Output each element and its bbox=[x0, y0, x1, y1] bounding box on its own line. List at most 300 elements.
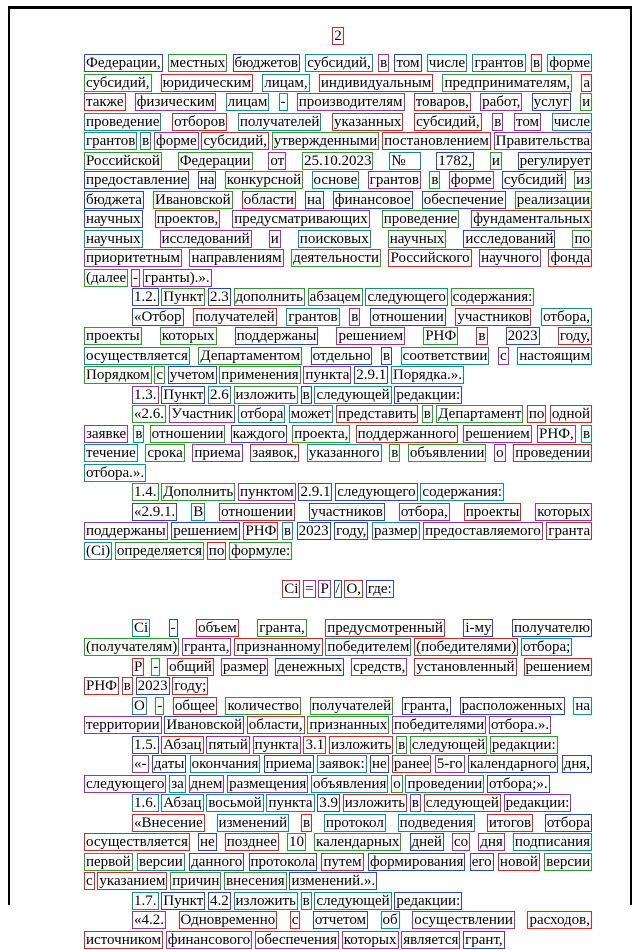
ocr-word-box: - bbox=[153, 658, 159, 675]
ocr-word-box: которых bbox=[161, 328, 215, 344]
ocr-word-box: грантов bbox=[369, 172, 419, 188]
ocr-word-box: пункта bbox=[254, 736, 299, 753]
ocr-word-box: 1.2. bbox=[134, 289, 157, 305]
ocr-word-box: субсидий, bbox=[203, 133, 267, 149]
ocr-word-box: предусмотренный bbox=[327, 619, 443, 636]
ocr-word-box: финансового bbox=[167, 931, 251, 948]
ocr-word-box: в bbox=[380, 55, 388, 71]
document-paragraph bbox=[85, 619, 591, 658]
ocr-word-box: и bbox=[582, 94, 591, 110]
ocr-word-box: отборов bbox=[174, 113, 226, 130]
ocr-word-box: которых bbox=[537, 503, 591, 520]
document-paragraph bbox=[85, 658, 591, 697]
ocr-word-box: в bbox=[398, 736, 406, 753]
ocr-word-box: (далее bbox=[86, 269, 127, 286]
ocr-word-box: физическим bbox=[136, 94, 215, 110]
ocr-word-box: осуществляется bbox=[86, 347, 188, 364]
ocr-word-box: Абзац bbox=[163, 736, 202, 753]
ocr-word-box: поддержаны bbox=[86, 523, 166, 539]
ocr-word-box: приема bbox=[194, 445, 241, 461]
ocr-word-box: проведении bbox=[407, 775, 483, 792]
ocr-word-box: грантов bbox=[86, 133, 136, 149]
ocr-word-box: победителем bbox=[327, 639, 410, 655]
ocr-word-box: направлениям bbox=[191, 250, 282, 266]
document-paragraph bbox=[85, 892, 591, 912]
ocr-word-box: изложить bbox=[330, 736, 392, 753]
ocr-word-box: изложить bbox=[344, 795, 406, 811]
ocr-word-box: Участник bbox=[171, 406, 233, 422]
ocr-word-box: в bbox=[283, 523, 292, 539]
ocr-word-box: общий bbox=[169, 658, 212, 675]
ocr-word-box: форме bbox=[156, 133, 197, 149]
ocr-word-box: дня bbox=[480, 834, 503, 850]
ocr-word-box: предусматривающих bbox=[234, 211, 368, 227]
ocr-word-box: следующей bbox=[411, 736, 486, 753]
ocr-word-box: 1.6. bbox=[134, 795, 157, 811]
ocr-word-box: признанных bbox=[309, 717, 388, 733]
ocr-word-box: с bbox=[86, 873, 93, 889]
ocr-word-box: отбора.». bbox=[86, 464, 145, 481]
ocr-word-box: РНФ bbox=[245, 523, 277, 539]
ocr-word-box: отношении bbox=[151, 425, 224, 442]
ocr-word-box: Российской bbox=[86, 152, 160, 169]
ocr-word-box: РНФ bbox=[86, 678, 118, 694]
ocr-word-box: субсидий, bbox=[307, 55, 371, 71]
ocr-word-box: = bbox=[305, 581, 314, 597]
ocr-word-box: субсидий, bbox=[86, 74, 150, 91]
ocr-word-box: Дополнить bbox=[163, 484, 234, 500]
ocr-word-box: денежных bbox=[277, 658, 343, 675]
ocr-word-box: за bbox=[171, 775, 184, 792]
ocr-word-box: объявлении bbox=[409, 445, 485, 461]
ocr-word-box: Ci bbox=[284, 581, 299, 597]
ocr-word-box: 1782, bbox=[438, 152, 473, 169]
ocr-word-box: может bbox=[290, 406, 331, 422]
ocr-word-box: изменений.». bbox=[291, 873, 376, 889]
ocr-word-box: не bbox=[371, 756, 387, 772]
ocr-word-box: редакции: bbox=[491, 736, 556, 753]
ocr-word-box: «4.2. bbox=[134, 912, 164, 928]
document-paragraph bbox=[85, 697, 591, 736]
ocr-word-box: предоставление bbox=[86, 172, 188, 188]
ocr-word-box: 2023 bbox=[298, 523, 329, 539]
ocr-word-box: гранта, bbox=[403, 697, 450, 714]
ocr-word-box: содержания: bbox=[452, 289, 533, 305]
ocr-word-box: о bbox=[496, 445, 504, 461]
ocr-word-box: Порядком bbox=[86, 367, 150, 383]
ocr-word-box: i-му bbox=[465, 619, 492, 636]
ocr-word-box: (победителями) bbox=[416, 639, 517, 655]
ocr-word-box: получателей bbox=[311, 697, 392, 714]
ocr-word-box: юридическим bbox=[162, 74, 252, 91]
document-paragraph bbox=[85, 308, 591, 386]
ocr-word-box: редакции: bbox=[396, 892, 461, 909]
ocr-word-box: в bbox=[423, 406, 431, 422]
ocr-word-box: поисковых bbox=[299, 230, 369, 247]
ocr-word-box: Российского bbox=[390, 250, 470, 266]
ocr-word-box: новой bbox=[499, 853, 538, 870]
ocr-word-box: Федерации, bbox=[86, 55, 161, 71]
ocr-word-box: в bbox=[351, 308, 359, 325]
ocr-word-box: - bbox=[157, 697, 163, 714]
ocr-word-box: изменений bbox=[218, 814, 288, 831]
ocr-word-box: научных bbox=[389, 230, 445, 247]
ocr-word-box: даты bbox=[153, 756, 185, 772]
ocr-word-box: дополнить bbox=[235, 289, 303, 305]
ocr-word-box: заявок, bbox=[252, 445, 298, 461]
ocr-word-box: расходов, bbox=[529, 912, 591, 928]
ocr-word-box: общее bbox=[174, 697, 215, 714]
ocr-word-box: которых bbox=[343, 931, 397, 948]
document-paragraph bbox=[85, 755, 591, 794]
document-content bbox=[85, 27, 591, 950]
ocr-word-box: количество bbox=[227, 697, 300, 714]
document-paragraph bbox=[85, 814, 591, 892]
ocr-word-box: бюджетов bbox=[234, 55, 298, 71]
ocr-word-box: 1.5. bbox=[134, 736, 157, 753]
ocr-word-box: внесения bbox=[226, 873, 285, 889]
ocr-word-box: его bbox=[471, 853, 492, 870]
document-paragraph bbox=[85, 911, 591, 950]
ocr-word-box: проведении bbox=[515, 445, 591, 461]
ocr-word-box: 5-го bbox=[436, 756, 463, 772]
ocr-word-box: по bbox=[574, 230, 590, 247]
ocr-word-box: со bbox=[453, 834, 469, 850]
ocr-word-box: об bbox=[382, 912, 398, 928]
ocr-word-box: протокол bbox=[325, 814, 384, 831]
ocr-word-box: территории bbox=[86, 717, 160, 733]
document-paragraph bbox=[85, 736, 591, 756]
ocr-word-box: путем bbox=[323, 853, 362, 870]
ocr-word-box: в bbox=[391, 445, 399, 461]
ocr-word-box: в bbox=[411, 795, 419, 811]
ocr-word-box: исследований bbox=[161, 230, 250, 247]
ocr-word-box: позднее bbox=[226, 834, 277, 850]
ocr-word-box: обеспечения bbox=[256, 931, 337, 948]
ocr-word-box: субсидий bbox=[503, 172, 564, 188]
ocr-word-box: РНФ bbox=[425, 328, 457, 344]
ocr-word-box: причин bbox=[172, 873, 220, 889]
ocr-word-box: с bbox=[156, 367, 164, 383]
ocr-word-box: применения bbox=[221, 367, 299, 383]
ocr-word-box: представить bbox=[338, 406, 417, 422]
ocr-word-box: О bbox=[134, 697, 145, 714]
ocr-word-box: данного bbox=[191, 853, 243, 870]
ocr-word-box: числе bbox=[428, 55, 466, 71]
ocr-word-box: гранты).». bbox=[144, 269, 210, 286]
ocr-word-box: - bbox=[280, 94, 286, 110]
ocr-word-box: является bbox=[403, 931, 459, 948]
ocr-word-box: грант, bbox=[465, 931, 503, 948]
ocr-word-box: подведения bbox=[399, 814, 474, 831]
ocr-word-box: восьмой bbox=[208, 795, 262, 811]
ocr-word-box: о bbox=[393, 775, 401, 792]
ocr-word-box: дней bbox=[411, 834, 442, 850]
ocr-word-box: осуществлении bbox=[414, 912, 513, 928]
ocr-word-box: пунктом bbox=[240, 484, 294, 500]
page-number bbox=[85, 27, 591, 46]
ocr-word-box: Пункт bbox=[163, 386, 204, 403]
ocr-word-box: № bbox=[391, 152, 419, 169]
ocr-word-box: Департамент bbox=[438, 406, 522, 422]
ocr-word-box: форме bbox=[549, 55, 591, 71]
ocr-word-box: днем bbox=[190, 775, 223, 792]
ocr-word-box: услуг bbox=[533, 94, 569, 110]
ocr-word-box: участников bbox=[310, 503, 383, 520]
ocr-word-box: а bbox=[583, 74, 590, 91]
document-paragraph bbox=[85, 483, 591, 503]
ocr-word-box: 1.3. bbox=[134, 386, 157, 403]
ocr-word-box: признанному bbox=[236, 639, 321, 655]
ocr-word-box: изложить bbox=[235, 386, 296, 403]
ocr-word-box: году, bbox=[559, 328, 591, 344]
ocr-word-box: отбора bbox=[240, 406, 284, 422]
ocr-word-box: соответствии bbox=[402, 347, 488, 364]
ocr-word-box: деятельности bbox=[293, 250, 379, 266]
ocr-word-box: Пункт bbox=[163, 289, 204, 305]
ocr-word-box: числе bbox=[553, 113, 591, 130]
ocr-word-box: Ci bbox=[134, 619, 149, 636]
ocr-word-box: проведение bbox=[86, 113, 160, 130]
ocr-word-box: производителям bbox=[298, 94, 403, 110]
ocr-word-box: подписания bbox=[514, 834, 591, 850]
ocr-word-box: и bbox=[491, 152, 500, 169]
ocr-word-box: P bbox=[134, 658, 143, 675]
ocr-word-box: научных bbox=[86, 230, 141, 247]
ocr-word-box: указанием bbox=[99, 873, 166, 889]
ocr-word-box: срока bbox=[147, 445, 183, 461]
ocr-word-box: в bbox=[583, 425, 591, 442]
ocr-word-box: товаров, bbox=[415, 94, 469, 110]
ocr-word-box: размещения bbox=[229, 775, 307, 792]
ocr-word-box: заявок: bbox=[319, 756, 365, 772]
ocr-word-box: 1.4. bbox=[134, 484, 157, 500]
ocr-word-box: исследований bbox=[465, 230, 554, 247]
ocr-word-box: следующей bbox=[425, 795, 499, 811]
document-paragraph bbox=[85, 54, 591, 288]
ocr-word-box: с bbox=[499, 347, 507, 364]
ocr-word-box: проекты bbox=[86, 328, 140, 344]
ocr-word-box: реализации bbox=[516, 191, 591, 208]
ocr-word-box: победителями bbox=[393, 717, 485, 733]
ocr-word-box: также bbox=[86, 94, 124, 110]
ocr-word-box: пятый bbox=[208, 736, 248, 753]
ocr-word-box: и bbox=[270, 230, 279, 247]
ocr-word-box: Департаментом bbox=[200, 347, 301, 364]
ocr-word-box: 2.9.1 bbox=[356, 367, 387, 383]
ocr-word-box: размер bbox=[373, 523, 418, 539]
ocr-word-box: - bbox=[170, 619, 176, 636]
ocr-word-box: области bbox=[243, 191, 294, 208]
ocr-word-box: РНФ, bbox=[539, 425, 574, 442]
ocr-word-box: 2.3 bbox=[210, 289, 229, 305]
ocr-word-box: Порядка.». bbox=[392, 367, 463, 383]
ocr-word-box: итогов bbox=[488, 814, 532, 831]
ocr-word-box: участников bbox=[457, 308, 530, 325]
ocr-word-box: году; bbox=[174, 678, 207, 694]
ocr-word-box: проведение bbox=[383, 211, 458, 227]
ocr-word-box: отбора;». bbox=[489, 775, 548, 792]
ocr-word-box: лицам, bbox=[264, 74, 308, 91]
ocr-word-box: версии bbox=[546, 853, 591, 870]
document-paragraph bbox=[85, 794, 591, 814]
ocr-word-box: приема bbox=[265, 756, 312, 772]
ocr-word-box: грантов bbox=[288, 308, 338, 325]
ocr-word-box: том bbox=[396, 55, 420, 71]
ocr-word-box: не bbox=[199, 834, 215, 850]
ocr-word-box: / bbox=[335, 581, 340, 597]
ocr-word-box: Пункт bbox=[163, 892, 204, 909]
ocr-word-box: получателей bbox=[195, 308, 275, 325]
ocr-word-box: Ивановской bbox=[166, 717, 243, 733]
ocr-word-box: грантов bbox=[474, 55, 524, 71]
ocr-word-box: следующего bbox=[367, 289, 446, 305]
ocr-word-box: на bbox=[306, 191, 322, 208]
ocr-word-box: приоритетным bbox=[86, 250, 180, 266]
ocr-word-box: на bbox=[199, 172, 215, 188]
ocr-word-box: бюджета bbox=[86, 191, 142, 208]
ocr-word-box: «2.9.1. bbox=[134, 503, 176, 520]
ocr-word-box: следующей bbox=[316, 892, 390, 909]
ocr-word-box: отношении bbox=[372, 308, 444, 325]
ocr-word-box: объем bbox=[198, 619, 237, 636]
ocr-word-box: календарных bbox=[316, 834, 400, 850]
ocr-word-box: (получателям) bbox=[86, 639, 178, 655]
ocr-word-box: на bbox=[575, 697, 591, 714]
ocr-word-box: Правительства bbox=[495, 133, 591, 149]
document-paragraph bbox=[85, 288, 591, 308]
ocr-word-box: утвержденными bbox=[273, 133, 378, 149]
ocr-word-box: отдельно bbox=[312, 347, 371, 364]
ocr-word-box: 2.9.1 bbox=[300, 484, 331, 500]
ocr-word-box: отбора.». bbox=[490, 717, 550, 733]
ocr-word-box: области, bbox=[248, 717, 303, 733]
ocr-word-box: (Ci) bbox=[86, 542, 111, 559]
ocr-word-box: индивидуальным bbox=[320, 74, 432, 91]
ocr-word-box: решением bbox=[525, 658, 591, 675]
ocr-word-box: Одновременно bbox=[180, 912, 276, 928]
ocr-word-box: календарного bbox=[469, 756, 557, 772]
ocr-word-box: отношении bbox=[221, 503, 293, 520]
ocr-word-box: P bbox=[320, 581, 329, 597]
ocr-word-box: течение bbox=[86, 445, 136, 461]
ocr-word-box: отбора; bbox=[523, 639, 571, 655]
ocr-word-box: лицам bbox=[227, 94, 268, 110]
ocr-word-box: по bbox=[208, 542, 225, 559]
ocr-word-box: 2023 bbox=[137, 678, 168, 694]
ocr-word-box: одной bbox=[551, 406, 591, 422]
ocr-word-box: фонда bbox=[550, 250, 590, 266]
ocr-word-box: настоящим bbox=[519, 347, 591, 364]
ocr-word-box: субсидий, bbox=[416, 113, 480, 130]
ocr-word-box: году, bbox=[336, 523, 367, 539]
ocr-word-box: объявления bbox=[313, 775, 387, 792]
ocr-word-box: 1.7. bbox=[134, 892, 157, 909]
ocr-word-box: работ, bbox=[482, 94, 521, 110]
ocr-word-box: в bbox=[302, 814, 311, 831]
ocr-word-box: осуществляется bbox=[86, 834, 188, 850]
ocr-word-box: 3.1 bbox=[305, 736, 325, 753]
ocr-word-box: Абзац bbox=[163, 795, 202, 811]
ocr-word-box: поддержанного bbox=[357, 425, 456, 442]
ocr-word-box: где: bbox=[367, 581, 392, 597]
ocr-word-box: формуле: bbox=[231, 542, 291, 559]
ocr-word-box: содержания: bbox=[422, 484, 503, 500]
ocr-word-box: 2 bbox=[334, 28, 342, 44]
ocr-word-box: расположенных bbox=[461, 697, 563, 714]
ocr-word-box: редакции: bbox=[396, 386, 461, 403]
ocr-word-box: решением bbox=[465, 425, 530, 442]
ocr-word-box: определяется bbox=[116, 542, 203, 559]
ocr-word-box: 2.6 bbox=[210, 386, 229, 403]
ocr-word-box: 10 bbox=[288, 834, 304, 850]
ocr-word-box: в bbox=[533, 55, 541, 71]
ocr-word-box: протокола bbox=[250, 853, 316, 870]
ocr-word-box: O, bbox=[346, 581, 362, 597]
ocr-word-box: фундаментальных bbox=[473, 211, 590, 227]
ocr-word-box: форме bbox=[450, 172, 492, 188]
ocr-word-box: 25.10.2023 bbox=[303, 152, 372, 169]
ocr-word-box: гранта, bbox=[183, 639, 230, 655]
ocr-word-box: отбора, bbox=[543, 308, 591, 325]
formula-line bbox=[85, 580, 591, 600]
ocr-word-box: установленный bbox=[416, 658, 515, 675]
ocr-word-box: в bbox=[302, 386, 310, 403]
ocr-word-box: научных bbox=[86, 211, 141, 227]
ocr-word-box: размер bbox=[222, 658, 267, 675]
ocr-word-box: в bbox=[135, 425, 143, 442]
ocr-word-box: указанных bbox=[334, 113, 402, 130]
ocr-word-box: местных bbox=[169, 55, 226, 71]
ocr-word-box: проекты bbox=[465, 503, 520, 520]
ocr-word-box: отчетом bbox=[314, 912, 367, 928]
ocr-word-box: поддержаны bbox=[236, 328, 317, 344]
ocr-word-box: от bbox=[270, 152, 285, 169]
ocr-word-box: отбора, bbox=[400, 503, 448, 520]
ocr-word-box: дня, bbox=[563, 756, 591, 772]
ocr-word-box: в bbox=[123, 678, 131, 694]
ocr-word-box: гранта bbox=[548, 523, 591, 539]
ocr-word-box: гранта, bbox=[259, 619, 305, 636]
ocr-word-box: получателей bbox=[239, 113, 320, 130]
ocr-word-box: абзацем bbox=[309, 289, 361, 305]
ocr-word-box: по bbox=[528, 406, 545, 422]
ocr-word-box: 4.2 bbox=[210, 892, 229, 909]
ocr-word-box: в bbox=[142, 133, 150, 149]
ocr-word-box: в bbox=[302, 892, 310, 909]
ocr-word-box: отбора bbox=[546, 814, 590, 831]
ocr-word-box: в bbox=[383, 347, 391, 364]
ocr-word-box: Федерации bbox=[179, 152, 251, 169]
ocr-word-box: следующего bbox=[337, 484, 416, 500]
ocr-word-box: из bbox=[576, 172, 591, 188]
ocr-word-box: «Отбор bbox=[134, 308, 182, 325]
ocr-word-box: указанного bbox=[308, 445, 380, 461]
ocr-word-box: с bbox=[291, 912, 299, 928]
ocr-word-box: - bbox=[132, 269, 138, 286]
document-body bbox=[85, 54, 591, 950]
ocr-word-box: 2023 bbox=[507, 328, 538, 344]
ocr-word-box: предпринимателям, bbox=[444, 74, 571, 91]
ocr-word-box: «- bbox=[134, 756, 147, 772]
ocr-word-box: ранее bbox=[393, 756, 430, 772]
ocr-word-box: проектов, bbox=[156, 211, 219, 227]
ocr-word-box: следующего bbox=[86, 775, 165, 792]
ocr-word-box: версии bbox=[138, 853, 183, 870]
ocr-word-box: «Внесение bbox=[134, 814, 203, 831]
document-page bbox=[8, 6, 632, 948]
ocr-word-box: В bbox=[193, 503, 204, 520]
